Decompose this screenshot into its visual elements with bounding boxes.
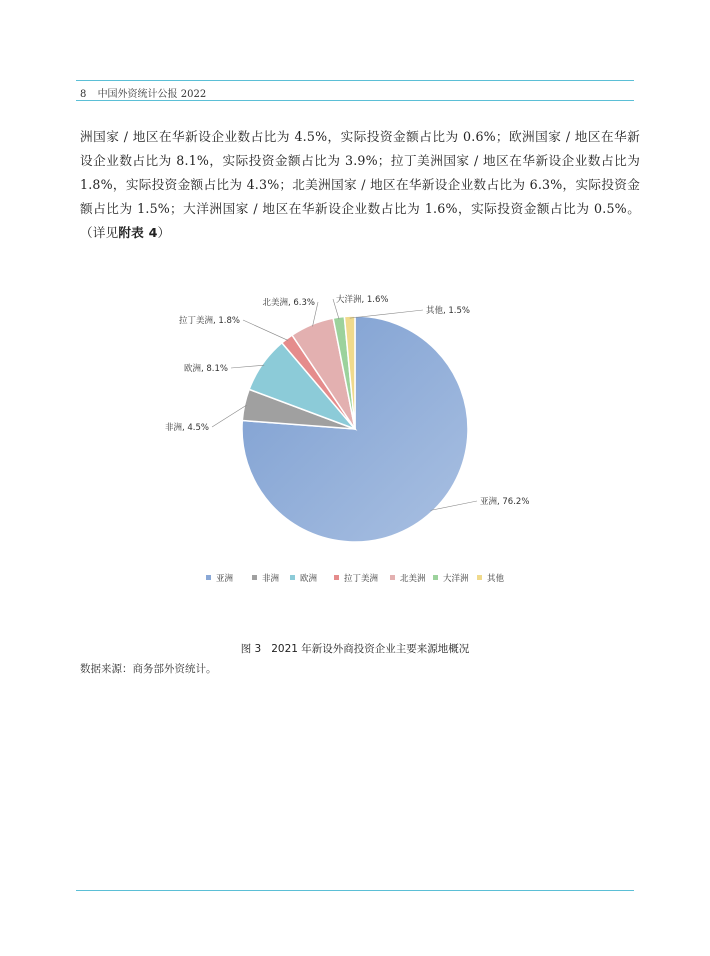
legend-swatch-oceania	[433, 575, 438, 580]
running-header	[80, 85, 206, 100]
legend-label-africa: 非洲	[262, 574, 280, 584]
pie-label-latin-america: 拉丁美洲, 1.8%	[179, 316, 240, 326]
pie-label-north-america: 北美洲, 6.3%	[262, 298, 315, 308]
header-bottom-rule	[76, 100, 634, 101]
figure-title: 2021 年新设外商投资企业主要来源地概况	[271, 643, 470, 655]
pie-label-other: 其他, 1.5%	[426, 306, 470, 316]
legend-swatch-asia	[206, 575, 211, 580]
leader-line-latin-america	[243, 320, 288, 340]
legend-label-other: 其他	[487, 574, 505, 584]
pie-label-oceania: 大洋洲, 1.6%	[336, 295, 389, 305]
figure-caption	[0, 641, 710, 656]
appendix-reference-link[interactable]: 附表 4	[118, 225, 158, 240]
chart-legend	[206, 573, 505, 584]
data-source-note: 数据来源：商务部外资统计。	[80, 663, 217, 675]
legend-swatch-latin-america	[334, 575, 339, 580]
paragraph-close: ）	[157, 225, 171, 240]
legend-label-europe: 欧洲	[300, 574, 318, 584]
legend-label-latin-america: 拉丁美洲	[344, 574, 379, 584]
paragraph-text: 洲国家 / 地区在华新设企业数占比为 4.5%，实际投资金额占比为 0.6%；欧洲国家 / 地区在华新设企业数占比为 8.1%，实际投资金额占比为 3.9%；拉丁美洲国家 / 地区在华新设企业数占比为 1.8%，实际投资金额占比为 4.3%；北美洲国家 / 地区在华新设企业数占比为 6.3%，实际投资金额占比为 1.5%；大洋洲国家 / 地区在华新设企业数占比为 1.6%，实际投资金额占比为 0.5%。（详见	[80, 129, 640, 240]
footer-rule	[76, 890, 634, 891]
pie-chart	[150, 270, 560, 600]
page-number: 8	[80, 89, 87, 100]
figure-number: 图 3	[240, 643, 262, 655]
legend-swatch-africa	[252, 575, 257, 580]
leader-line-other	[350, 310, 423, 318]
pie-label-europe: 欧洲, 8.1%	[184, 364, 228, 374]
legend-label-asia: 亚洲	[216, 574, 234, 584]
pie-slices	[242, 316, 468, 542]
pie-label-africa: 非洲, 4.5%	[165, 423, 209, 433]
legend-label-north-america: 北美洲	[400, 574, 426, 584]
pie-label-asia: 亚洲, 76.2%	[480, 497, 530, 507]
publication-title: 中国外资统计公报 2022	[97, 89, 207, 100]
body-paragraph	[80, 125, 640, 245]
legend-swatch-other	[477, 575, 482, 580]
header-top-rule	[76, 80, 634, 81]
legend-swatch-europe	[290, 575, 295, 580]
legend-label-oceania: 大洋洲	[443, 574, 469, 584]
legend-swatch-north-america	[390, 575, 395, 580]
